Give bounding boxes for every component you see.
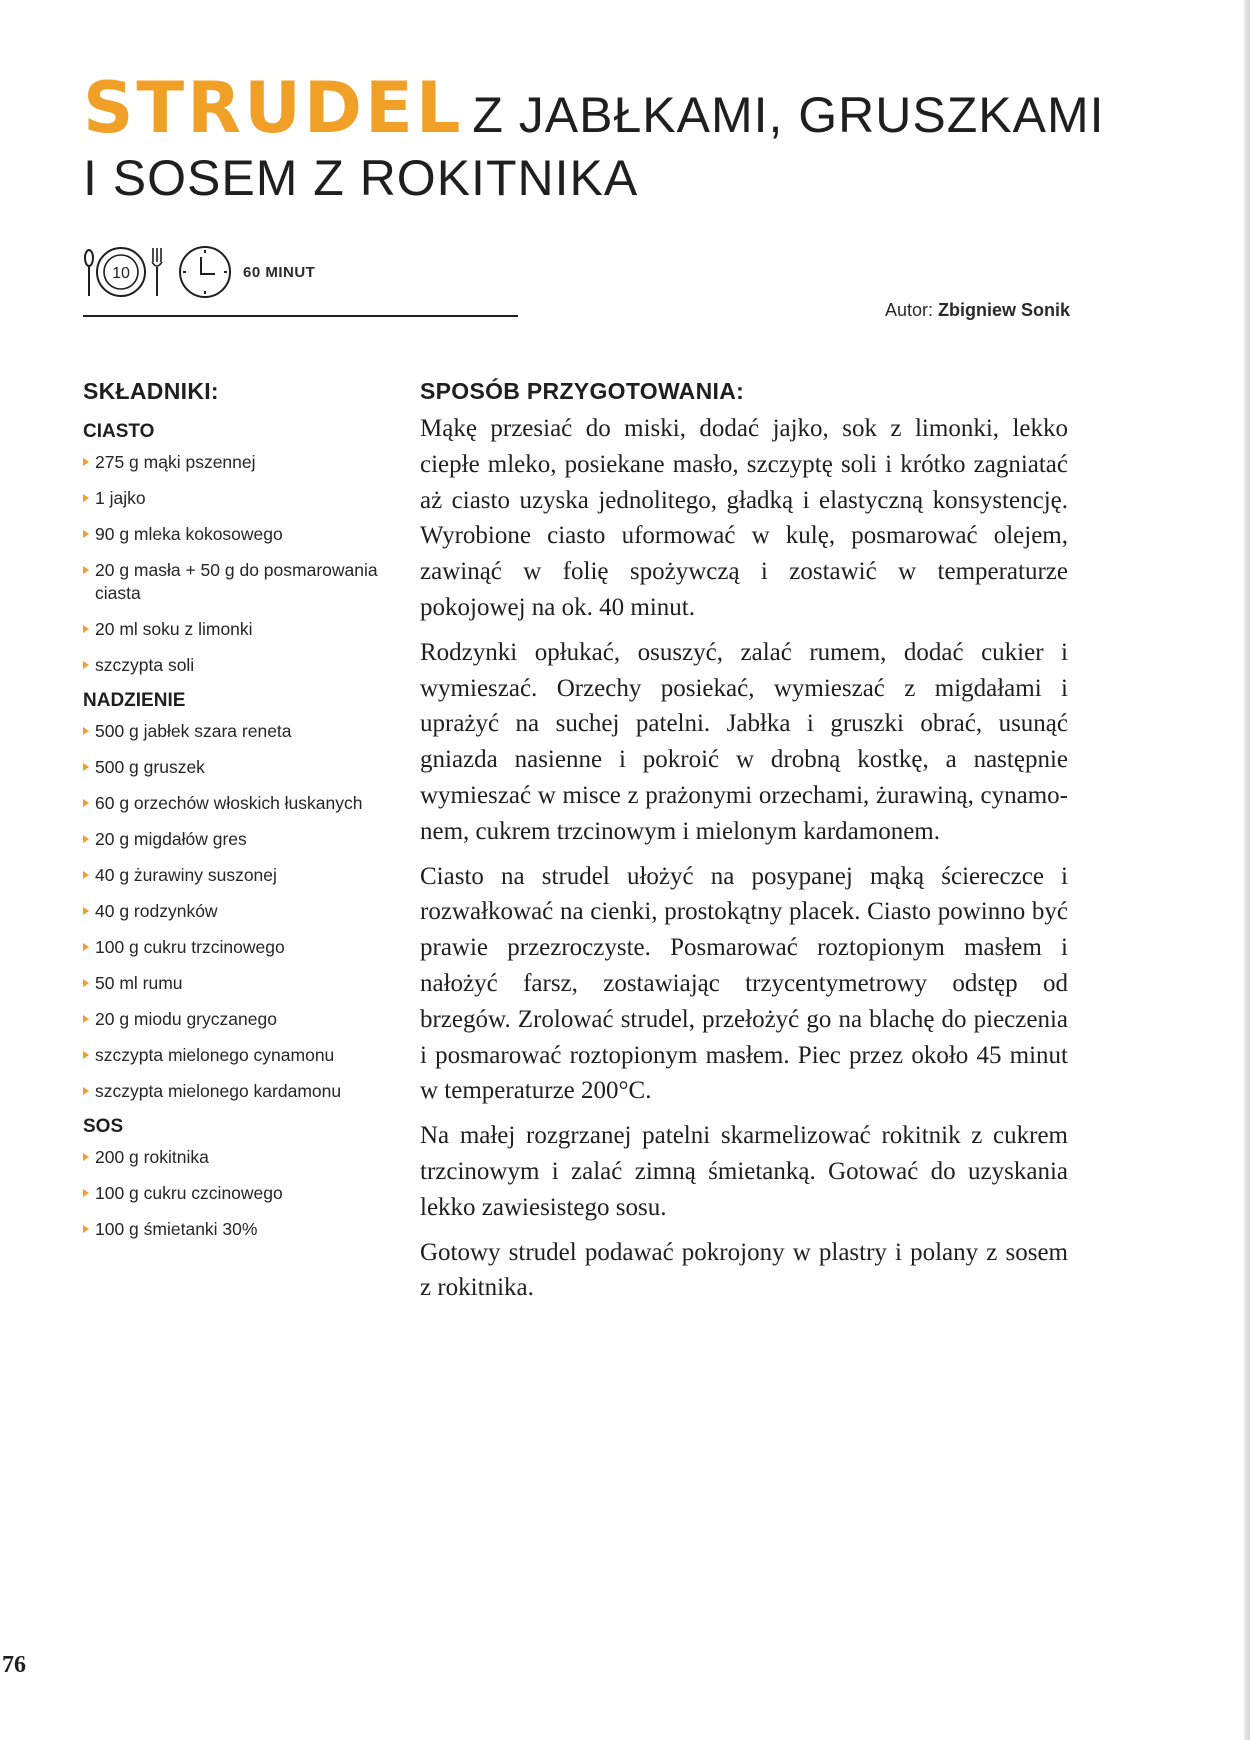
- bullet-triangle-icon: [83, 625, 89, 633]
- bullet-triangle-icon: [83, 943, 89, 951]
- servings-count: 10: [112, 265, 130, 282]
- ingredient-item: [83, 792, 403, 815]
- ingredient-text: 40 g żurawiny suszonej: [95, 865, 277, 885]
- ingredient-text: szczypta mielonego kardamonu: [95, 1081, 342, 1101]
- ingredient-text: 20 ml soku z limonki: [95, 619, 253, 639]
- bullet-triangle-icon: [83, 799, 89, 807]
- page-number: 76: [2, 1652, 26, 1678]
- author: [885, 300, 1070, 321]
- author-label: Autor:: [884, 300, 933, 320]
- ingredient-item: [83, 654, 403, 677]
- header-divider: [83, 315, 518, 317]
- method-paragraph: Na małej rozgrzanej patelni skarmelizować rokitnik z cukrem trzcinowym i zalać zimną śmietanką. Gotować do uzyskania lekko zawiesistego sosu.: [420, 1122, 1068, 1221]
- ingredient-item: [83, 618, 403, 641]
- bullet-triangle-icon: [83, 1189, 89, 1197]
- ingredient-text: 20 g migdałów gres: [95, 829, 247, 849]
- method-paragraph: Mąkę przesiać do miski, dodać jajko, sok z limonki, lekko ciepłe mleko, posiekane masło, szczyptę soli i krótko zagniatać aż ciasto uzyska jednolitego, gładką i elastyczną konsystencję. Wyrobione ciasto uformować w kulę, posmarować olejem, zawinąć w folię spożywczą i zostawić w temperaturze pokojowej na ok. 40 minut.: [420, 415, 1068, 621]
- ingredient-text: 50 ml rumu: [95, 973, 183, 993]
- clock-icon: [177, 244, 233, 300]
- plate-cutlery-icon: [83, 244, 165, 300]
- title-line-1: [83, 67, 1105, 149]
- ingredient-item: [83, 1080, 403, 1103]
- bullet-triangle-icon: [83, 494, 89, 502]
- bullet-triangle-icon: [83, 566, 89, 574]
- author-name: Zbigniew Sonik: [937, 300, 1070, 320]
- ingredient-item: [83, 828, 403, 851]
- method-paragraph: Ciasto na strudel ułożyć na posypanej mąką ściereczce i rozwałkować na cienki, prostokątny placek. Ciasto powinno być prawie przezroczyste. Posmarować roztopionym masłem i nałożyć farsz, zostawiając trzycentymetrowy odstęp od brzegów. Zrolować strudel, przełożyć go na blachę do pieczenia i posmarować roztopionym masłem. Piec przez około 45 minut w temperaturze 200°C.: [420, 862, 1068, 1105]
- ingredient-text: szczypta soli: [95, 655, 195, 675]
- ingredient-item: [83, 720, 403, 743]
- recipe-meta: [83, 244, 315, 300]
- ingredient-text: 90 g mleka kokosowego: [95, 524, 283, 544]
- ingredient-text: 100 g cukru trzcinowego: [95, 937, 285, 957]
- bullet-triangle-icon: [83, 1015, 89, 1023]
- ingredient-text: 275 g mąki pszennej: [95, 452, 256, 472]
- ingredient-text: 500 g jabłek szara reneta: [95, 721, 292, 741]
- ingredient-item: [83, 972, 403, 995]
- bullet-triangle-icon: [83, 1087, 89, 1095]
- method-paragraph: Rodzynki opłukać, osuszyć, zalać rumem, dodać cukier i wymieszać. Orzechy posiekać, wymieszać z migdałami i uprażyć na suchej patelni. Jabłka i gruszki obrać, usunąć gniazda nasienne i pokroić w drobną kostkę, a następnie wymieszać w misce z prażonymi orzechami, żurawiną, cynamonem, cukrem trzcinowym i mielonym kardamonem.: [420, 638, 1068, 845]
- method-paragraph: Gotowy strudel podawać pokrojony w plastry i polany z sosem z rokitnika.: [420, 1238, 1068, 1302]
- method-heading: SPOSÓB PRZYGOTOWANIA:: [420, 378, 745, 404]
- ingredient-text: 200 g rokitnika: [95, 1147, 209, 1167]
- ingredient-item: [83, 1146, 403, 1169]
- ingredient-group-sos: [83, 1116, 403, 1241]
- ingredient-item: [83, 900, 403, 923]
- group-title: CIASTO: [83, 421, 155, 442]
- ingredient-item: [83, 1218, 403, 1241]
- bullet-triangle-icon: [83, 1153, 89, 1161]
- ingredient-text: 60 g orzechów włoskich łuskanych: [95, 793, 363, 813]
- ingredient-item: [83, 487, 403, 510]
- title-subtitle-2: I SOSEM Z ROKITNIKA: [83, 150, 639, 206]
- ingredient-text: 40 g rodzynków: [95, 901, 218, 921]
- method-section: [420, 378, 1068, 1315]
- ingredient-text: 100 g śmietanki 30%: [95, 1219, 258, 1239]
- ingredient-list: [83, 1146, 403, 1241]
- bullet-triangle-icon: [83, 979, 89, 987]
- bullet-triangle-icon: [83, 763, 89, 771]
- page-edge-shadow: [1244, 0, 1250, 1740]
- ingredient-item: [83, 451, 403, 474]
- prep-time: 60 MINUT: [243, 263, 316, 281]
- ingredient-text: 20 g masła + 50 g do posmarowania ciasta: [95, 560, 378, 603]
- ingredient-item: [83, 1182, 403, 1205]
- ingredient-item: [83, 756, 403, 779]
- group-title: SOS: [83, 1116, 124, 1137]
- ingredient-item: [83, 523, 403, 546]
- ingredient-item: [83, 864, 403, 887]
- ingredient-text: 1 jajko: [95, 488, 146, 508]
- ingredient-text: szczypta mielonego cynamonu: [95, 1045, 335, 1065]
- title-subtitle-1: Z JABŁKAMI, GRUSZKAMI: [472, 87, 1105, 143]
- ingredient-list: [83, 720, 403, 1103]
- title-accent: STRUDEL: [83, 67, 464, 149]
- ingredients-heading: SKŁADNIKI:: [83, 378, 219, 404]
- ingredient-list: [83, 451, 403, 677]
- ingredient-text: 100 g cukru czcinowego: [95, 1183, 283, 1203]
- ingredient-group-ciasto: [83, 421, 403, 677]
- ingredient-group-nadzienie: [83, 690, 403, 1103]
- bullet-triangle-icon: [83, 661, 89, 669]
- recipe-title: [83, 67, 1105, 206]
- bullet-triangle-icon: [83, 907, 89, 915]
- ingredient-item: [83, 1008, 403, 1031]
- bullet-triangle-icon: [83, 727, 89, 735]
- ingredient-item: [83, 936, 403, 959]
- bullet-triangle-icon: [83, 871, 89, 879]
- ingredient-text: 20 g miodu gryczanego: [95, 1009, 277, 1029]
- ingredient-item: [83, 559, 403, 605]
- ingredients-section: [83, 378, 403, 1254]
- bullet-triangle-icon: [83, 1225, 89, 1233]
- bullet-triangle-icon: [83, 1051, 89, 1059]
- bullet-triangle-icon: [83, 530, 89, 538]
- bullet-triangle-icon: [83, 835, 89, 843]
- group-title: NADZIENIE: [83, 690, 186, 711]
- ingredient-text: 500 g gruszek: [95, 757, 205, 777]
- ingredient-item: [83, 1044, 403, 1067]
- bullet-triangle-icon: [83, 458, 89, 466]
